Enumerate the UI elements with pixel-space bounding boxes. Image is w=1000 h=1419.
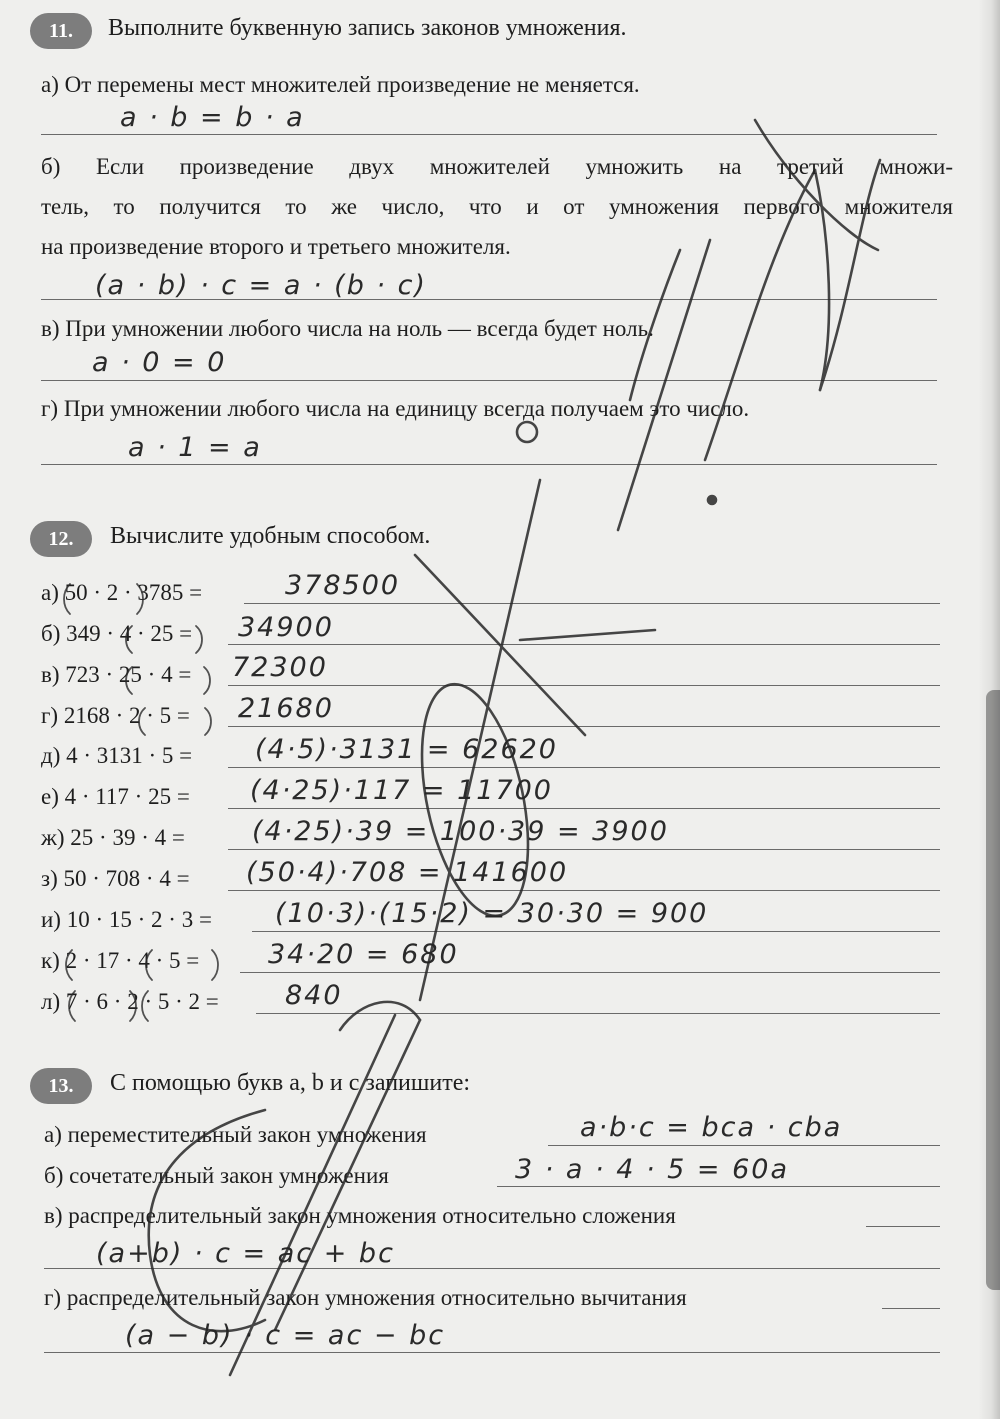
bracket-mark [205, 708, 211, 735]
task-13d-answer: (a − b) · c = ac − bc [125, 1320, 446, 1351]
watermark-stroke [230, 1015, 395, 1375]
task-11d-answer: a · 1 = a [128, 432, 262, 463]
task-12f-expr: е) 4 · 117 · 25 = [41, 784, 190, 809]
task-13b-answer: 3 · a · 4 · 5 = 60a [515, 1154, 790, 1185]
task-13d-text: г) распределительный закон умножения относительно вычитания [44, 1285, 687, 1310]
task-12d-expr: г) 2168 · 2 · 5 = [41, 703, 190, 728]
task-12c-answer: 72300 [232, 652, 328, 683]
bracket-mark [126, 667, 132, 694]
task-11a-answer: a · b = b · a [120, 102, 305, 133]
bracket-mark [66, 950, 72, 980]
watermark-stroke [630, 250, 680, 400]
watermark-stroke [618, 240, 710, 530]
task-11-instruction: Выполните буквенную запись законов умножения. [108, 15, 627, 41]
task-12f-answer: (4·25)·117 = 11700 [250, 775, 553, 806]
task-12a-expr: а) 50 · 2 · 3785 = [41, 580, 203, 605]
task-12g-expr: ж) 25 · 39 · 4 = [41, 825, 185, 850]
task-12b-answer: 34900 [238, 612, 334, 643]
task-12e-answer: (4·5)·3131 = 62620 [255, 734, 558, 765]
bracket-mark [126, 626, 132, 653]
task-11b-text-line2: тель, то получится то же число, что и от умножения первого множителя [41, 194, 953, 219]
task-12a-answer: 378500 [285, 570, 401, 601]
task-11-badge: 11. [30, 13, 92, 49]
watermark-stroke [340, 1002, 420, 1030]
task-12j-expr: к) 2 · 17 · 4 · 5 = [41, 948, 200, 973]
bracket-mark [142, 991, 148, 1021]
task-11b-answer: (a · b) · c = a · (b · c) [95, 270, 427, 301]
bracket-mark [196, 626, 202, 653]
watermark-stroke [517, 422, 537, 442]
watermark-stroke [420, 480, 540, 1000]
watermark-stroke [705, 170, 815, 460]
task-12i-expr: и) 10 · 15 · 2 · 3 = [41, 907, 212, 932]
task-12j-answer: 34·20 = 680 [268, 939, 459, 970]
task-12d-answer: 21680 [238, 693, 334, 724]
task-11d-text: г) При умножении любого числа на единицу всегда получаем это число. [41, 396, 750, 421]
bracket-mark [146, 950, 152, 980]
task-11b-text-line3: на произведение второго и третьего множителя. [41, 234, 511, 259]
task-12e-expr: д) 4 · 3131 · 5 = [41, 743, 193, 768]
task-11b-text-line1: б) Если произведение двух множителей умножить на третий множи- [41, 154, 953, 179]
task-12i-answer: (10·3)·(15·2) = 30·30 = 900 [275, 898, 709, 929]
task-13-badge: 13. [30, 1068, 92, 1104]
task-11c-answer: a · 0 = 0 [92, 347, 227, 378]
bracket-mark [137, 584, 143, 614]
task-12b-expr: б) 349 · 4 · 25 = [41, 621, 193, 646]
bracket-mark [212, 950, 218, 980]
task-12c-expr: в) 723 · 25 · 4 = [41, 662, 192, 687]
task-13a-answer: a·b·c = bca · cba [580, 1112, 843, 1143]
task-13c-answer: (a+b) · c = ac + bc [96, 1238, 395, 1269]
bracket-mark [130, 991, 136, 1021]
task-13c-text: в) распределительный закон умножения относительно сложения [44, 1203, 676, 1228]
bracket-mark [204, 667, 210, 694]
watermark-stroke [149, 1110, 265, 1331]
watermark-stroke [275, 1020, 420, 1330]
task-12h-answer: (50·4)·708 = 141600 [246, 857, 569, 888]
task-13b-text: б) сочетательный закон умножения [44, 1163, 389, 1188]
task-12k-answer: 840 [285, 980, 343, 1011]
task-12-instruction: Вычислите удобным способом. [110, 523, 431, 549]
bracket-mark [139, 708, 145, 735]
watermark-stroke [404, 675, 547, 926]
task-13a-text: а) переместительный закон умножения [44, 1122, 427, 1147]
watermark-stroke [520, 630, 655, 640]
task-11c-text: в) При умножении любого числа на ноль — всегда будет ноль. [41, 316, 654, 341]
task-12-badge: 12. [30, 521, 92, 557]
bracket-mark [69, 991, 75, 1021]
task-12g-answer: (4·25)·39 = 100·39 = 3900 [252, 816, 669, 847]
task-12k-expr: л) 7 · 6 · 2 · 5 · 2 = [41, 989, 219, 1014]
watermark-stroke [415, 555, 585, 735]
bracket-mark [64, 584, 70, 614]
task-13-instruction: С помощью букв a, b и c запишите: [110, 1070, 471, 1096]
task-12h-expr: з) 50 · 708 · 4 = [41, 866, 190, 891]
task-11a-text: а) От перемены мест множителей произведение не меняется. [41, 72, 640, 97]
watermark-stroke [708, 496, 716, 504]
